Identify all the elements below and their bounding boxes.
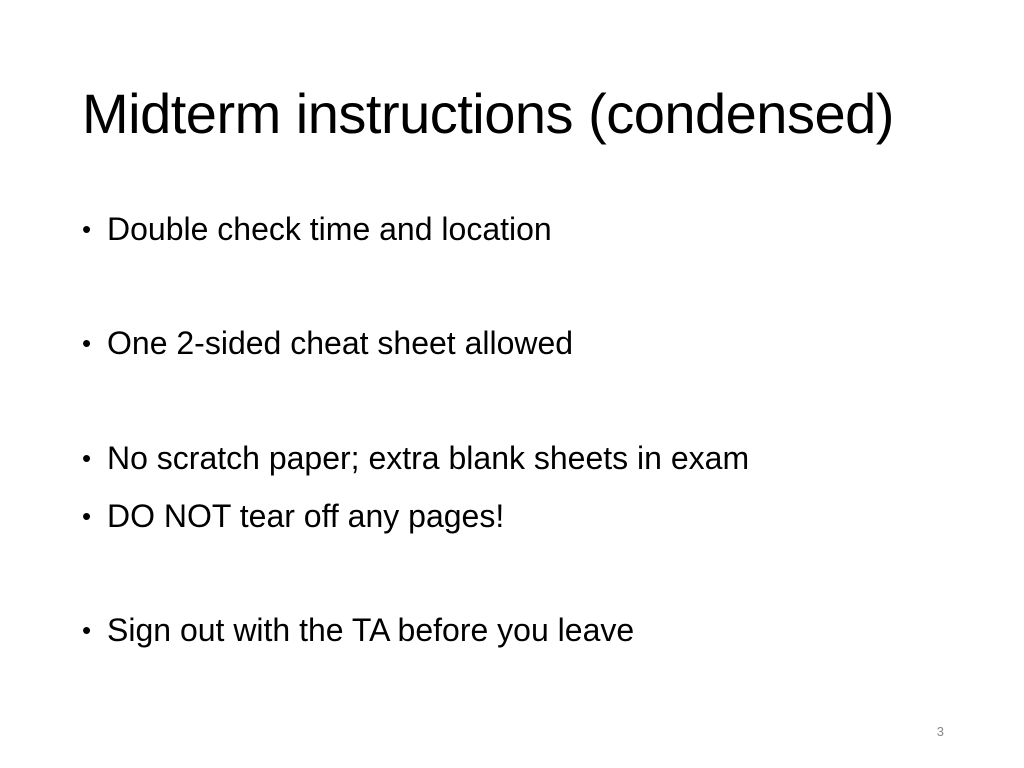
bullet-item — [82, 438, 749, 478]
bullet-icon: • — [82, 615, 92, 645]
bullet-icon: • — [82, 443, 92, 473]
bullet-text: One 2-sided cheat sheet allowed — [107, 325, 574, 361]
bullet-text: DO NOT tear off any pages! — [107, 498, 505, 534]
bullet-item — [82, 610, 634, 650]
bullet-item — [82, 496, 504, 536]
bullet-text: Sign out with the TA before you leave — [107, 612, 635, 648]
bullet-item — [82, 209, 552, 249]
page-number: 3 — [936, 724, 944, 739]
bullet-text: No scratch paper; extra blank sheets in exam — [107, 440, 750, 476]
bullet-icon: • — [82, 214, 92, 244]
bullet-icon: • — [82, 328, 92, 358]
bullet-item — [82, 323, 573, 363]
bullet-text: Double check time and location — [107, 211, 552, 247]
bullet-icon: • — [82, 501, 92, 531]
slide-title: Midterm instructions (condensed) — [82, 82, 894, 145]
